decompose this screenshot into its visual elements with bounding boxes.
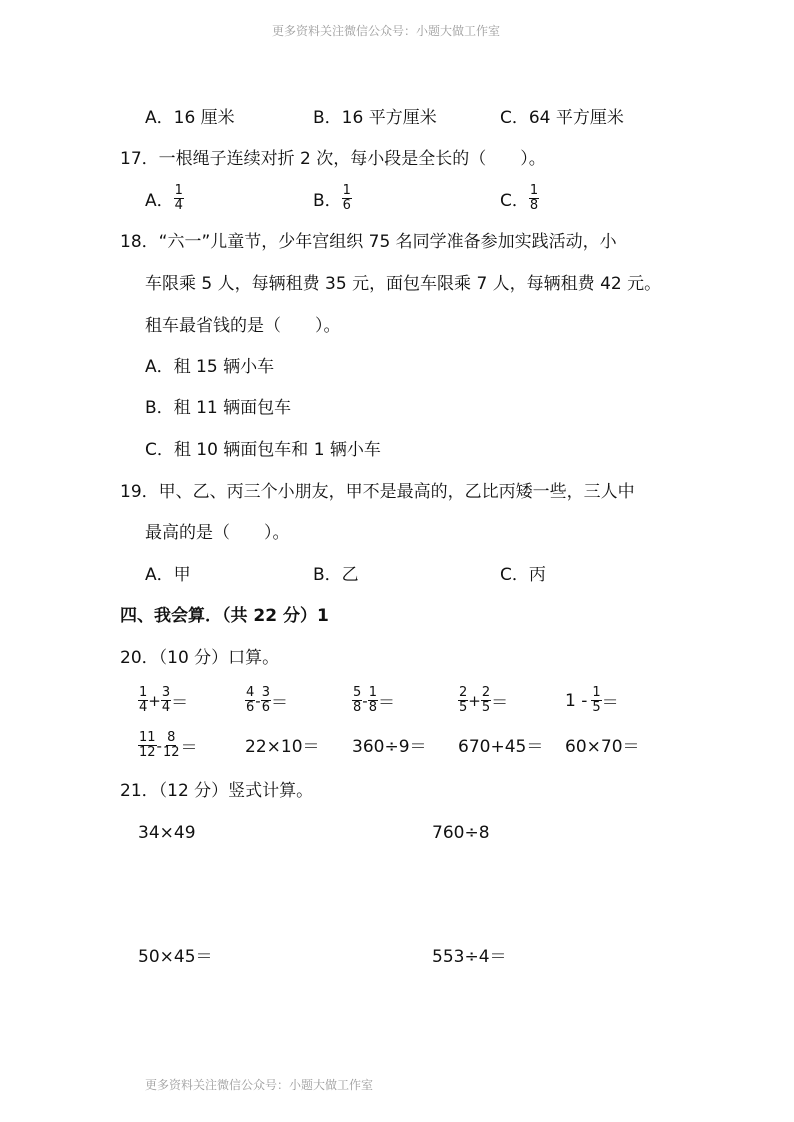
q20-calc-4: 60×70＝ (565, 737, 640, 757)
q19-line-1: 19．甲、乙、丙三个小朋友，甲不是最高的，乙比丙矮一些，三人中 (120, 482, 635, 502)
q16-option-c: C．64 平方厘米 (500, 108, 624, 128)
q18-line-1: 18．“六一”儿童节，少年宫组织 75 名同学准备参加实践活动，小 (120, 232, 617, 252)
q20-fraction-expr-2: $\frac{4}{6}$ - $\frac{3}{6}$ ＝ (246, 685, 288, 715)
q21-item-2: 760÷8 (432, 823, 490, 843)
q21-stem: 21．（12 分）竖式计算。 (120, 781, 314, 801)
q16-option-a: A．16 厘米 (145, 108, 235, 128)
q19-option-a: A．甲 (145, 565, 191, 585)
q19-option-c: C．丙 (500, 565, 546, 585)
q20-fraction-expr-4: $\frac{2}{5}$ + $\frac{2}{5}$ ＝ (459, 685, 509, 715)
q18-line-2: 车限乘 5 人，每辆租费 35 元，面包车限乘 7 人，每辆租费 42 元。 (145, 274, 662, 294)
q21-item-4: 553÷4＝ (432, 947, 507, 967)
q20-fraction-expr-6: $\frac{11}{12}$ - $\frac{8}{12}$ ＝ (139, 730, 198, 760)
q20-stem: 20．（10 分）口算。 (120, 648, 280, 668)
q17-option-b (313, 184, 352, 213)
q18-option-a: A．租 15 辆小车 (145, 357, 275, 377)
q17-option-a (145, 184, 184, 213)
q21-item-1: 34×49 (138, 823, 196, 843)
watermark-top: 更多资料关注微信公众号：小题大做工作室 (272, 24, 501, 38)
option-label: A． (145, 191, 174, 211)
fraction: $\frac{1}{6}$ (342, 183, 351, 213)
q17-stem: 17．一根绳子连续对折 2 次，每小段是全长的（ ）。 (120, 149, 546, 169)
q17-option-c (500, 184, 539, 213)
q19-option-b: B．乙 (313, 565, 359, 585)
option-label: B． (313, 191, 342, 211)
q16-option-b: B．16 平方厘米 (313, 108, 437, 128)
watermark-bottom: 更多资料关注微信公众号：小题大做工作室 (145, 1078, 374, 1092)
q20-calc-2: 360÷9＝ (352, 737, 427, 757)
section-4-heading: 四、我会算．（共 22 分）1 (120, 606, 329, 626)
q21-item-3: 50×45＝ (138, 947, 213, 967)
q20-calc-3: 670+45＝ (458, 737, 544, 757)
q19-line-2: 最高的是（ ）。 (145, 523, 290, 543)
q20-fraction-expr-3: $\frac{5}{8}$ - $\frac{1}{8}$ ＝ (353, 685, 395, 715)
q18-line-3: 租车最省钱的是（ ）。 (145, 316, 341, 336)
q20-fraction-expr-5: 1 - $\frac{1}{5}$ ＝ (565, 685, 619, 715)
option-label: C． (500, 191, 529, 211)
fraction: $\frac{1}{8}$ (529, 183, 539, 213)
q20-calc-1: 22×10＝ (245, 737, 320, 757)
fraction: $\frac{1}{4}$ (174, 183, 183, 213)
q18-option-b: B．租 11 辆面包车 (145, 398, 292, 418)
q18-option-c: C．租 10 辆面包车和 1 辆小车 (145, 440, 381, 460)
q20-fraction-expr-1: $\frac{1}{4}$ + $\frac{3}{4}$ ＝ (139, 685, 189, 715)
